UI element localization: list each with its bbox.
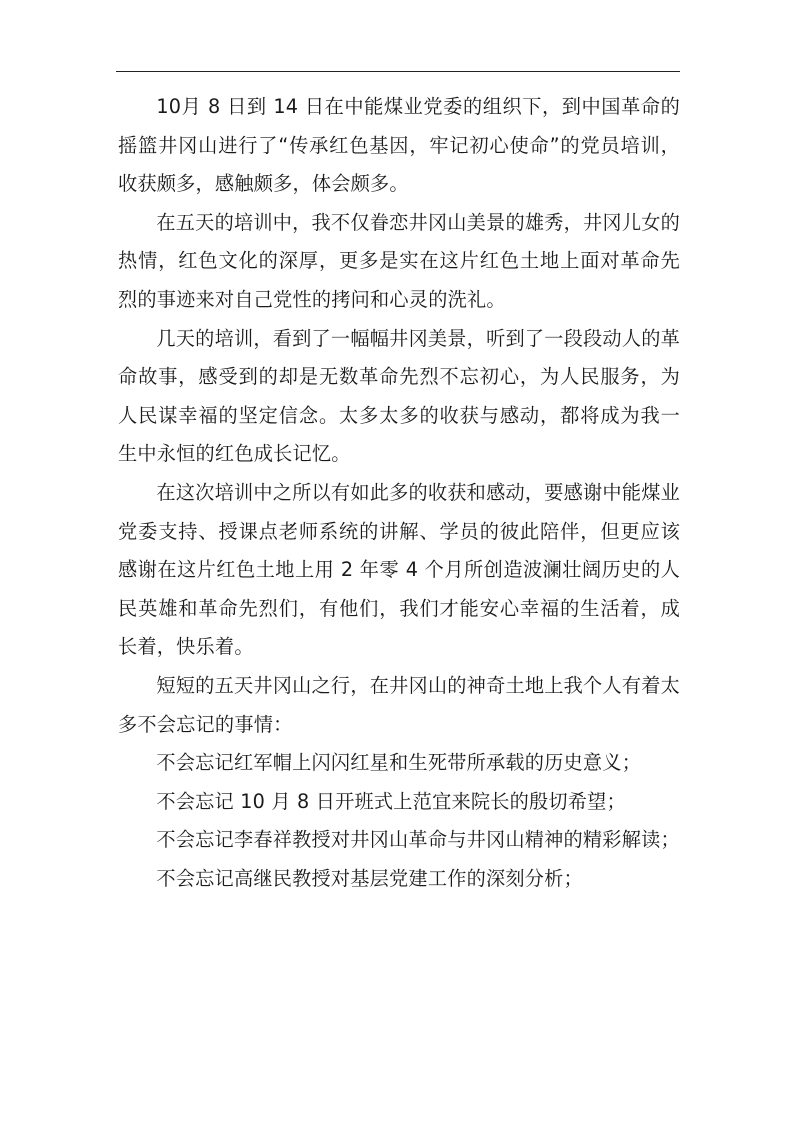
header-rule [116,71,680,72]
paragraph: 短短的五天井冈山之行，在井冈山的神奇土地上我个人有着太多不会忘记的事情： [118,673,680,736]
paragraph: 在五天的培训中，我不仅眷恋井冈山美景的雄秀，井冈儿女的热情，红色文化的深厚，更多是实在这片红色土地上面对革命先烈的事迹来对自己党性的拷问和心灵的洗礼。 [118,210,680,311]
paragraph: 10月 8 日到 14 日在中能煤业党委的组织下，到中国革命的摇篮井冈山进行了“传承红色基因，牢记初心使命”的党员培训，收获颇多，感触颇多，体会颇多。 [118,95,680,196]
list-item: 不会忘记 10 月 8 日开班式上范宜来院长的殷切希望； [156,789,626,813]
paragraph: 几天的培训，看到了一幅幅井冈美景，听到了一段段动人的革命故事，感受到的却是无数革命先烈不忘初心，为人民服务，为人民谋幸福的坚定信念。太多太多的收获与感动，都将成为我一生中永恒的红色成长记忆。 [118,326,680,466]
list-item: 不会忘记高继民教授对基层党建工作的深刻分析； [156,866,583,890]
document-body [118,88,680,898]
list-item: 不会忘记红军帽上闪闪红星和生死带所承载的历史意义； [156,751,642,775]
paragraph: 在这次培训中之所以有如此多的收获和感动，要感谢中能煤业党委支持、授课点老师系统的讲解、学员的彼此陪伴，但更应该感谢在这片红色土地上用 2 年零 4 个月所创造波澜壮阔历史的人民英雄和革命先烈们，有他们，我们才能安心幸福的生活着，成长着，快乐着。 [118,480,680,659]
list-item: 不会忘记李春祥教授对井冈山革命与井冈山精神的精彩解读； [156,828,680,852]
